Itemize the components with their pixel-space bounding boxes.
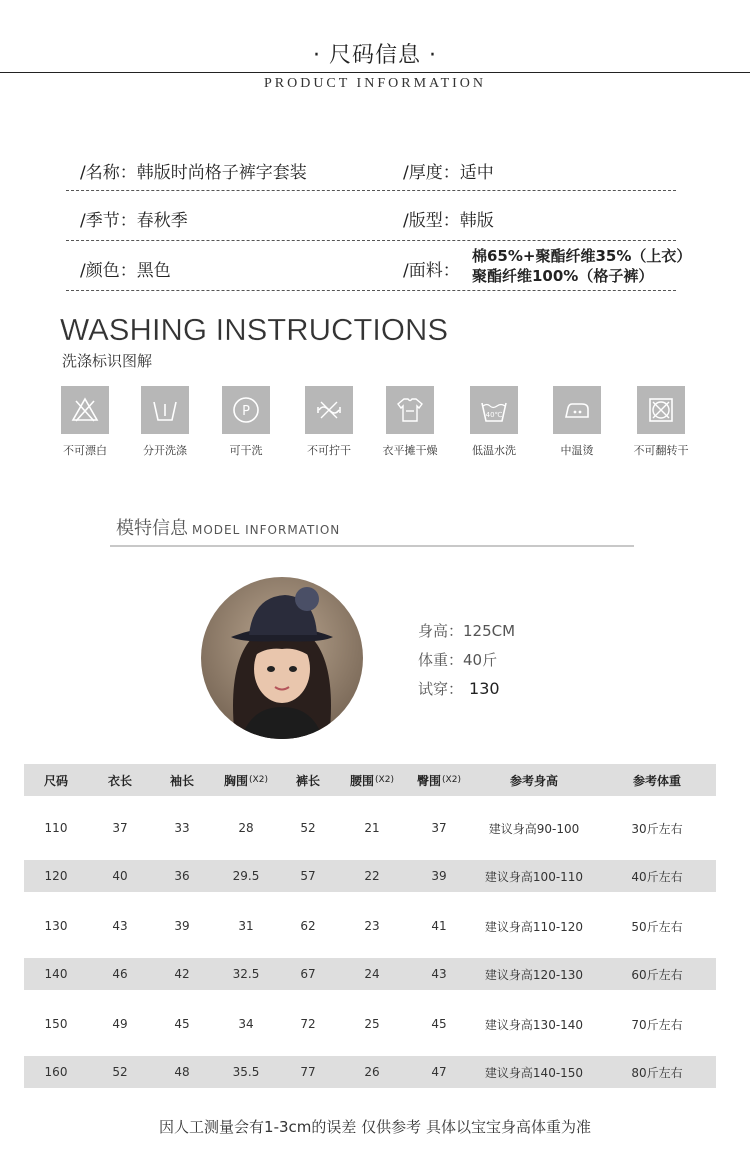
header-cell: 袖长 xyxy=(169,773,194,788)
wash-label: 不可翻转干 xyxy=(633,444,689,457)
table-cell: 41 xyxy=(431,919,447,933)
table-cell: 25 xyxy=(364,1017,380,1031)
table-cell: 31 xyxy=(238,919,254,933)
table-cell: 50斤左右 xyxy=(631,919,683,934)
table-cell: 49 xyxy=(112,1017,128,1031)
header-cell: 腰围 (X2) xyxy=(350,773,394,788)
table-cell: 32.5 xyxy=(232,967,260,981)
no-bleach-icon xyxy=(61,386,109,434)
table-cell: 建议身高90-100 xyxy=(488,821,580,836)
table-cell: 33 xyxy=(174,821,190,835)
table-cell: 建议身高120-130 xyxy=(484,967,584,982)
table-cell: 40斤左右 xyxy=(631,869,683,884)
table-cell: 45 xyxy=(431,1017,447,1031)
table-cell: 37 xyxy=(431,821,447,835)
table-cell: 22 xyxy=(364,869,380,883)
table-cell: 建议身高140-150 xyxy=(484,1065,584,1080)
table-cell: 130 xyxy=(44,919,68,933)
model-divider xyxy=(110,545,634,547)
table-cell: 70斤左右 xyxy=(631,1017,683,1032)
product-thickness: /厚度：适中 xyxy=(403,163,494,183)
table-cell: 160 xyxy=(44,1065,68,1079)
table-cell: 40 xyxy=(112,869,128,883)
table-cell: 150 xyxy=(44,1017,68,1031)
page-title: · 尺码信息 · xyxy=(313,43,437,68)
model-height: 身高：125CM xyxy=(418,622,516,640)
wash-separately-icon xyxy=(141,386,189,434)
model-section-title xyxy=(116,514,340,540)
wash-label: 中温烫 xyxy=(560,444,594,457)
table-cell: 72 xyxy=(300,1017,316,1031)
model-tried xyxy=(418,678,500,699)
table-cell: 60斤左右 xyxy=(631,967,683,982)
table-cell: 39 xyxy=(431,869,447,883)
wash-label: 衣平摊干燥 xyxy=(382,444,438,457)
header-cell: 裤长 xyxy=(295,773,320,788)
washing-subtitle: 洗涤标识图解 xyxy=(62,352,153,370)
table-cell: 43 xyxy=(112,919,128,933)
table-cell: 建议身高100-110 xyxy=(484,869,584,884)
table-cell: 43 xyxy=(431,967,447,981)
low-temp-wash-icon xyxy=(470,386,518,434)
table-cell: 52 xyxy=(300,821,316,835)
table-row xyxy=(24,812,716,844)
size-table-header xyxy=(24,764,716,796)
product-fabric-line2: 聚酯纤维100%（格子裤） xyxy=(472,267,654,285)
table-row xyxy=(24,958,716,990)
table-cell: 140 xyxy=(44,967,68,981)
product-divider xyxy=(66,290,676,291)
table-cell: 35.5 xyxy=(232,1065,260,1079)
table-cell: 120 xyxy=(44,869,68,883)
table-cell: 110 xyxy=(44,821,68,835)
washing-title: WASHING INSTRUCTIONS xyxy=(60,312,449,347)
no-wring-icon xyxy=(305,386,353,434)
product-divider xyxy=(66,190,676,191)
table-cell: 建议身高110-120 xyxy=(484,919,584,934)
model-tried-label: 试穿： xyxy=(418,680,464,698)
no-tumble-dry-icon xyxy=(637,386,685,434)
header-cell: 尺码 xyxy=(43,773,68,788)
table-row xyxy=(24,860,716,892)
wash-label: 可干洗 xyxy=(229,444,263,457)
product-name: /名称：韩版时尚格子裤字套装 xyxy=(80,163,307,183)
table-cell: 26 xyxy=(364,1065,380,1079)
table-cell: 28 xyxy=(238,821,254,835)
table-cell: 47 xyxy=(431,1065,447,1079)
table-row xyxy=(24,910,716,942)
product-season: /季节：春秋季 xyxy=(80,211,188,231)
table-cell: 52 xyxy=(112,1065,128,1079)
table-cell: 21 xyxy=(364,821,380,835)
table-cell: 23 xyxy=(364,919,380,933)
table-cell: 57 xyxy=(300,869,316,883)
model-weight: 体重：40斤 xyxy=(418,651,498,669)
header-cell: 胸围 (X2) xyxy=(224,773,268,788)
model-tried-value: 130 xyxy=(469,679,500,698)
wash-label: 低温水洗 xyxy=(472,444,516,457)
model-photo xyxy=(201,577,363,739)
wash-label: 分开洗涤 xyxy=(143,444,187,457)
table-row xyxy=(24,1008,716,1040)
model-title-en: MODEL INFORMATION xyxy=(192,523,341,537)
table-cell: 建议身高130-140 xyxy=(484,1017,584,1032)
wash-temperature: 40℃ xyxy=(485,411,503,419)
product-fit: /版型：韩版 xyxy=(403,211,494,231)
header-cell: 臀围 (X2) xyxy=(417,773,461,788)
header-cell: 参考体重 xyxy=(632,773,681,788)
table-cell: 46 xyxy=(112,967,128,981)
table-cell: 42 xyxy=(174,967,190,981)
header-divider xyxy=(0,72,750,73)
table-cell: 24 xyxy=(364,967,380,981)
product-divider xyxy=(66,240,676,241)
table-cell: 48 xyxy=(174,1065,190,1079)
wash-label: 不可漂白 xyxy=(63,444,107,457)
product-color: /颜色：黑色 xyxy=(80,261,171,281)
table-cell: 30斤左右 xyxy=(631,821,683,836)
table-cell: 34 xyxy=(238,1017,254,1031)
product-fabric-label: /面料： xyxy=(403,261,460,281)
table-cell: 62 xyxy=(300,919,316,933)
svg-text:P: P xyxy=(242,404,250,419)
table-cell: 29.5 xyxy=(232,869,260,883)
table-cell: 80斤左右 xyxy=(631,1065,683,1080)
model-title-cn: 模特信息 xyxy=(116,518,188,539)
table-cell: 36 xyxy=(174,869,190,883)
table-cell: 77 xyxy=(300,1065,316,1079)
medium-iron-icon xyxy=(553,386,601,434)
dry-flat-icon xyxy=(386,386,434,434)
table-cell: 67 xyxy=(300,967,316,981)
table-row xyxy=(24,1056,716,1088)
table-cell: 45 xyxy=(174,1017,190,1031)
page-subtitle: PRODUCT INFORMATION xyxy=(263,76,487,91)
dry-clean-icon xyxy=(222,386,270,434)
footnote: 因人工测量会有1-3cm的误差 仅供参考 具体以宝宝身高体重为准 xyxy=(159,1118,591,1136)
header-cell: 参考身高 xyxy=(509,773,558,788)
header-cell: 衣长 xyxy=(107,773,132,788)
table-cell: 39 xyxy=(174,919,190,933)
wash-label: 不可拧干 xyxy=(307,444,351,457)
table-cell: 37 xyxy=(112,821,128,835)
product-fabric-line1: 棉65%+聚酯纤维35%（上衣） xyxy=(472,247,692,265)
